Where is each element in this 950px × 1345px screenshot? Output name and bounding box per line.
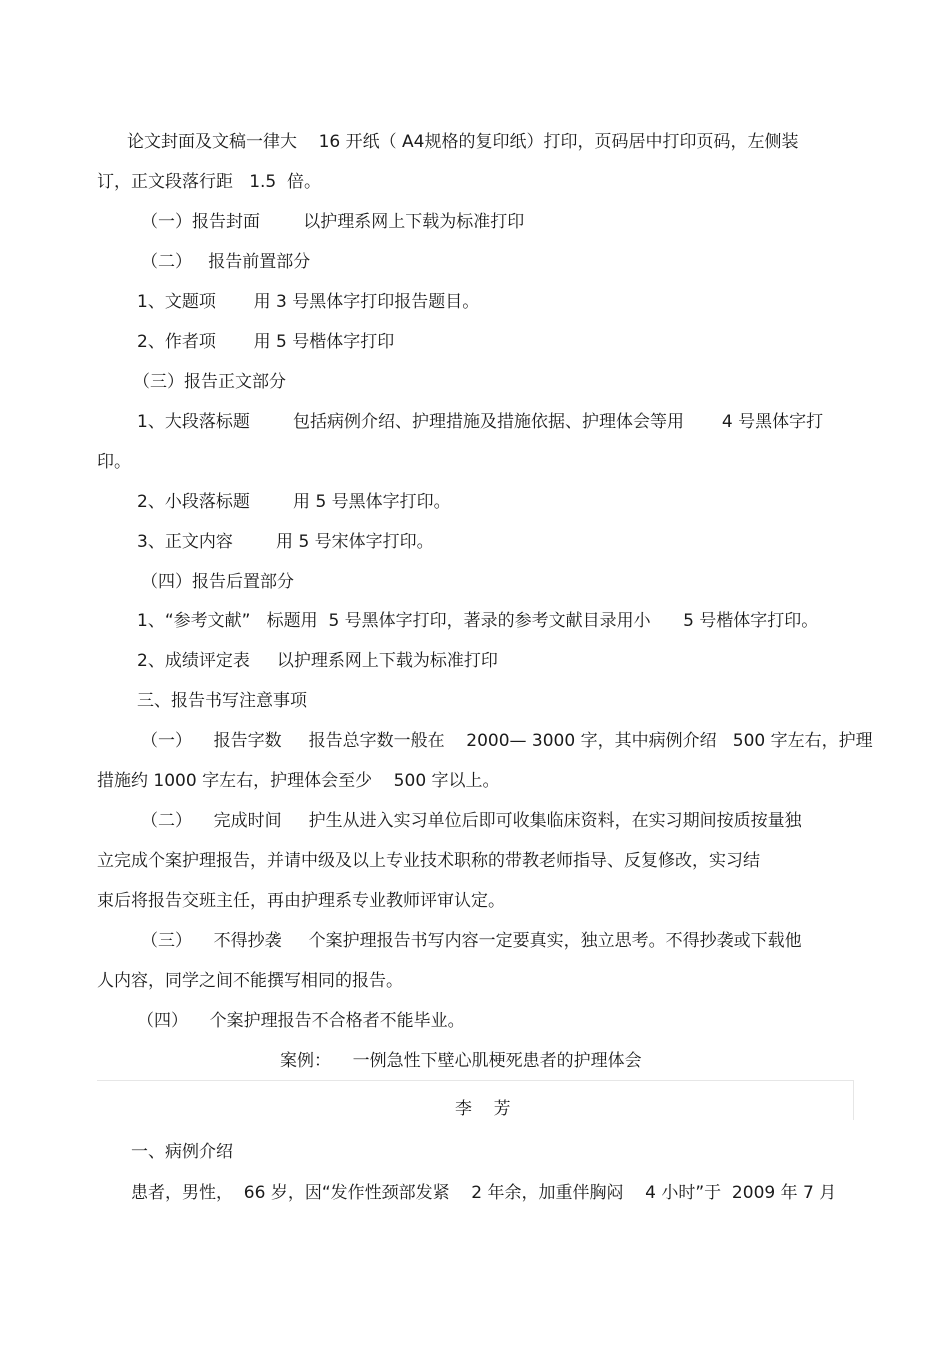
item-author: 2、作者项 用 5 号楷体字打印 [137,332,395,352]
note-deadline-cont-2: 束后将报告交班主任，再由护理系专业教师评审认定。 [97,891,505,911]
item-body-text: 3、正文内容 用 5 号宋体字打印。 [137,532,434,552]
section-cover: （一）报告封面 以护理系网上下载为标准打印 [141,212,525,232]
item-title: 1、文题项 用 3 号黑体字打印报告题目。 [137,292,480,312]
note-word-count: （一） 报告字数 报告总字数一般在 2000— 3000 字，其中病例介绍 500 字左右，护理 [141,731,873,751]
section-back-matter: （四）报告后置部分 [141,572,294,592]
para-format-line-1: 论文封面及文稿一律大 16 开纸（ A4规格的复印纸）打印，页码居中打印页码，左侧装 [127,132,799,152]
note-no-plagiarism: （三） 不得抄袭 个案护理报告书写内容一定要真实，独立思考。不得抄袭或下载他 [141,931,802,951]
note-deadline-cont-1: 立完成个案护理报告，并请中级及以上专业技术职称的带教老师指导、反复修改，实习结 [97,851,760,871]
author-name: 李 芳 [455,1099,511,1119]
item-minor-heading: 2、小段落标题 用 5 号黑体字打印。 [137,492,451,512]
section-writing-notes: 三、报告书写注意事项 [137,691,307,711]
header-divider-edge [853,1080,854,1120]
case-section-heading: 一、病例介绍 [131,1142,233,1162]
case-intro-line-1: 患者，男性， 66 岁，因“发作性颈部发紧 2 年余，加重伴胸闷 4 小时”于 2009 年 7 月 [131,1183,837,1203]
item-grading-form: 2、成绩评定表 以护理系网上下载为标准打印 [137,651,498,671]
item-references: 1、“参考文献” 标题用 5 号黑体字打印，著录的参考文献目录用小 5 号楷体字打印。 [137,611,819,631]
section-front-matter: （二） 报告前置部分 [141,252,311,272]
section-body: （三）报告正文部分 [133,372,286,392]
item-major-heading-cont: 印。 [97,452,131,472]
note-no-plagiarism-cont: 人内容，同学之间不能撰写相同的报告。 [97,971,403,991]
note-deadline: （二） 完成时间 护生从进入实习单位后即可收集临床资料，在实习期间按质按量独 [141,811,802,831]
header-divider [97,1080,854,1081]
item-major-heading: 1、大段落标题 包括病例介绍、护理措施及措施依据、护理体会等用 4 号黑体字打 [137,412,824,432]
note-word-count-cont: 措施约 1000 字左右，护理体会至少 500 字以上。 [97,771,500,791]
para-format-line-2: 订，正文段落行距 1.5 倍。 [97,172,322,192]
case-title: 案例： 一例急性下壁心肌梗死患者的护理体会 [280,1051,642,1071]
note-failure: （四） 个案护理报告不合格者不能毕业。 [137,1011,465,1031]
